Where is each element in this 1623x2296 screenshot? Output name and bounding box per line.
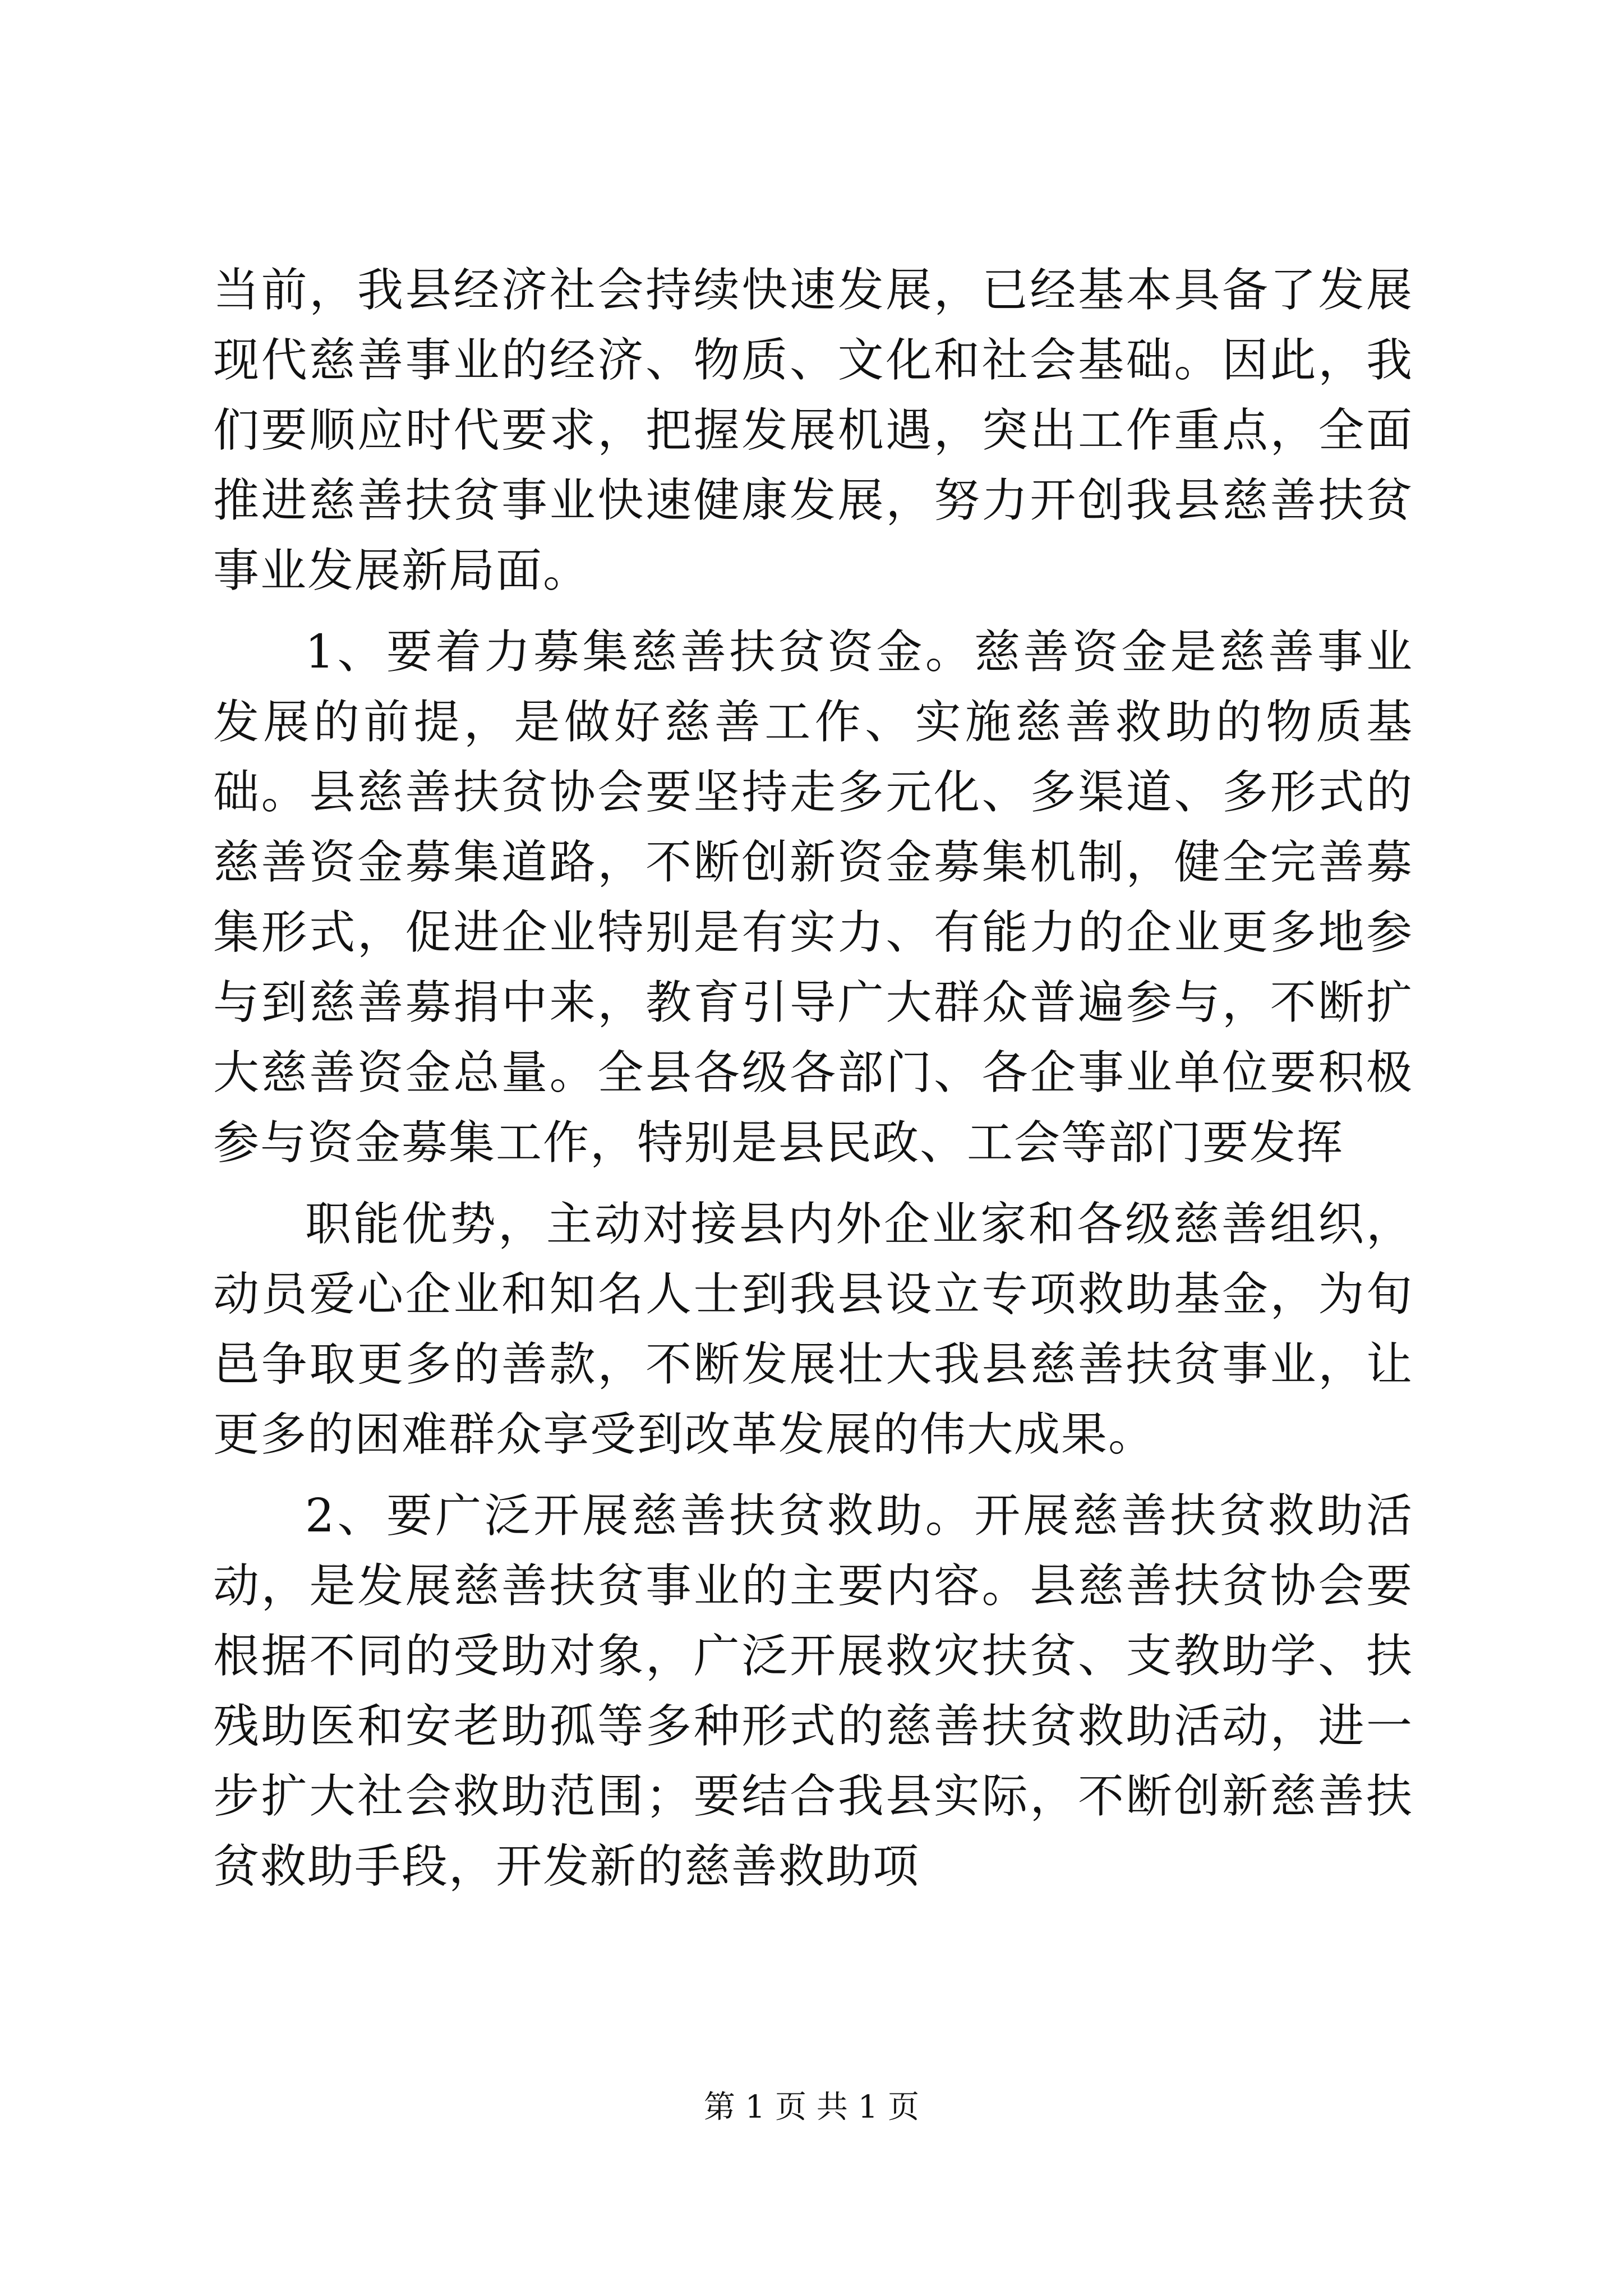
paragraph-fundraising: 1、要着力募集慈善扶贫资金。慈善资金是慈善事业发展的前提，是做好慈善工作、实施慈善救助的物质基础。县慈善扶贫协会要坚持走多元化、多渠道、多形式的慈善资金募集道路，不断创新资金募集机制，健全完善募集形式，促进企业特别是有实力、有能力的企业更多地参与到慈善募捐中来，教育引导广大群众普遍参与，不断扩大慈善资金总量。全县各级各部门、各企事业单位要积极参与资金募集工作，特别是县民政、工会等部门要发挥 bbox=[213, 625, 1413, 1170]
page-number-footer: 第 1 页 共 1 页 bbox=[703, 2089, 920, 2125]
paragraph-intro: 当前，我县经济社会持续快速发展，已经基本具备了发展现代慈善事业的经济、物质、文化和社会基础。因此，我们要顺应时代要求，把握发展机遇，突出工作重点，全面推进慈善扶贫事业快速健康发展，努力开创我县慈善扶贫事业发展新局面。 bbox=[213, 264, 1413, 597]
paragraph-relief: 2、要广泛开展慈善扶贫救助。开展慈善扶贫救助活动，是发展慈善扶贫事业的主要内容。县慈善扶贫协会要根据不同的受助对象，广泛开展救灾扶贫、支教助学、扶残助医和安老助孤等多种形式的慈善扶贫救助活动，进一步扩大社会救助范围；要结合我县实际，不断创新慈善扶贫救助手段，开发新的慈善救助项 bbox=[213, 1489, 1413, 1893]
document-body bbox=[213, 255, 1413, 1902]
paragraph-function-advantage: 职能优势，主动对接县内外企业家和各级慈善组织，动员爱心企业和知名人士到我县设立专项救助基金，为旬邑争取更多的善款，不断发展壮大我县慈善扶贫事业，让更多的困难群众享受到改革发展的伟大成果。 bbox=[213, 1198, 1413, 1461]
